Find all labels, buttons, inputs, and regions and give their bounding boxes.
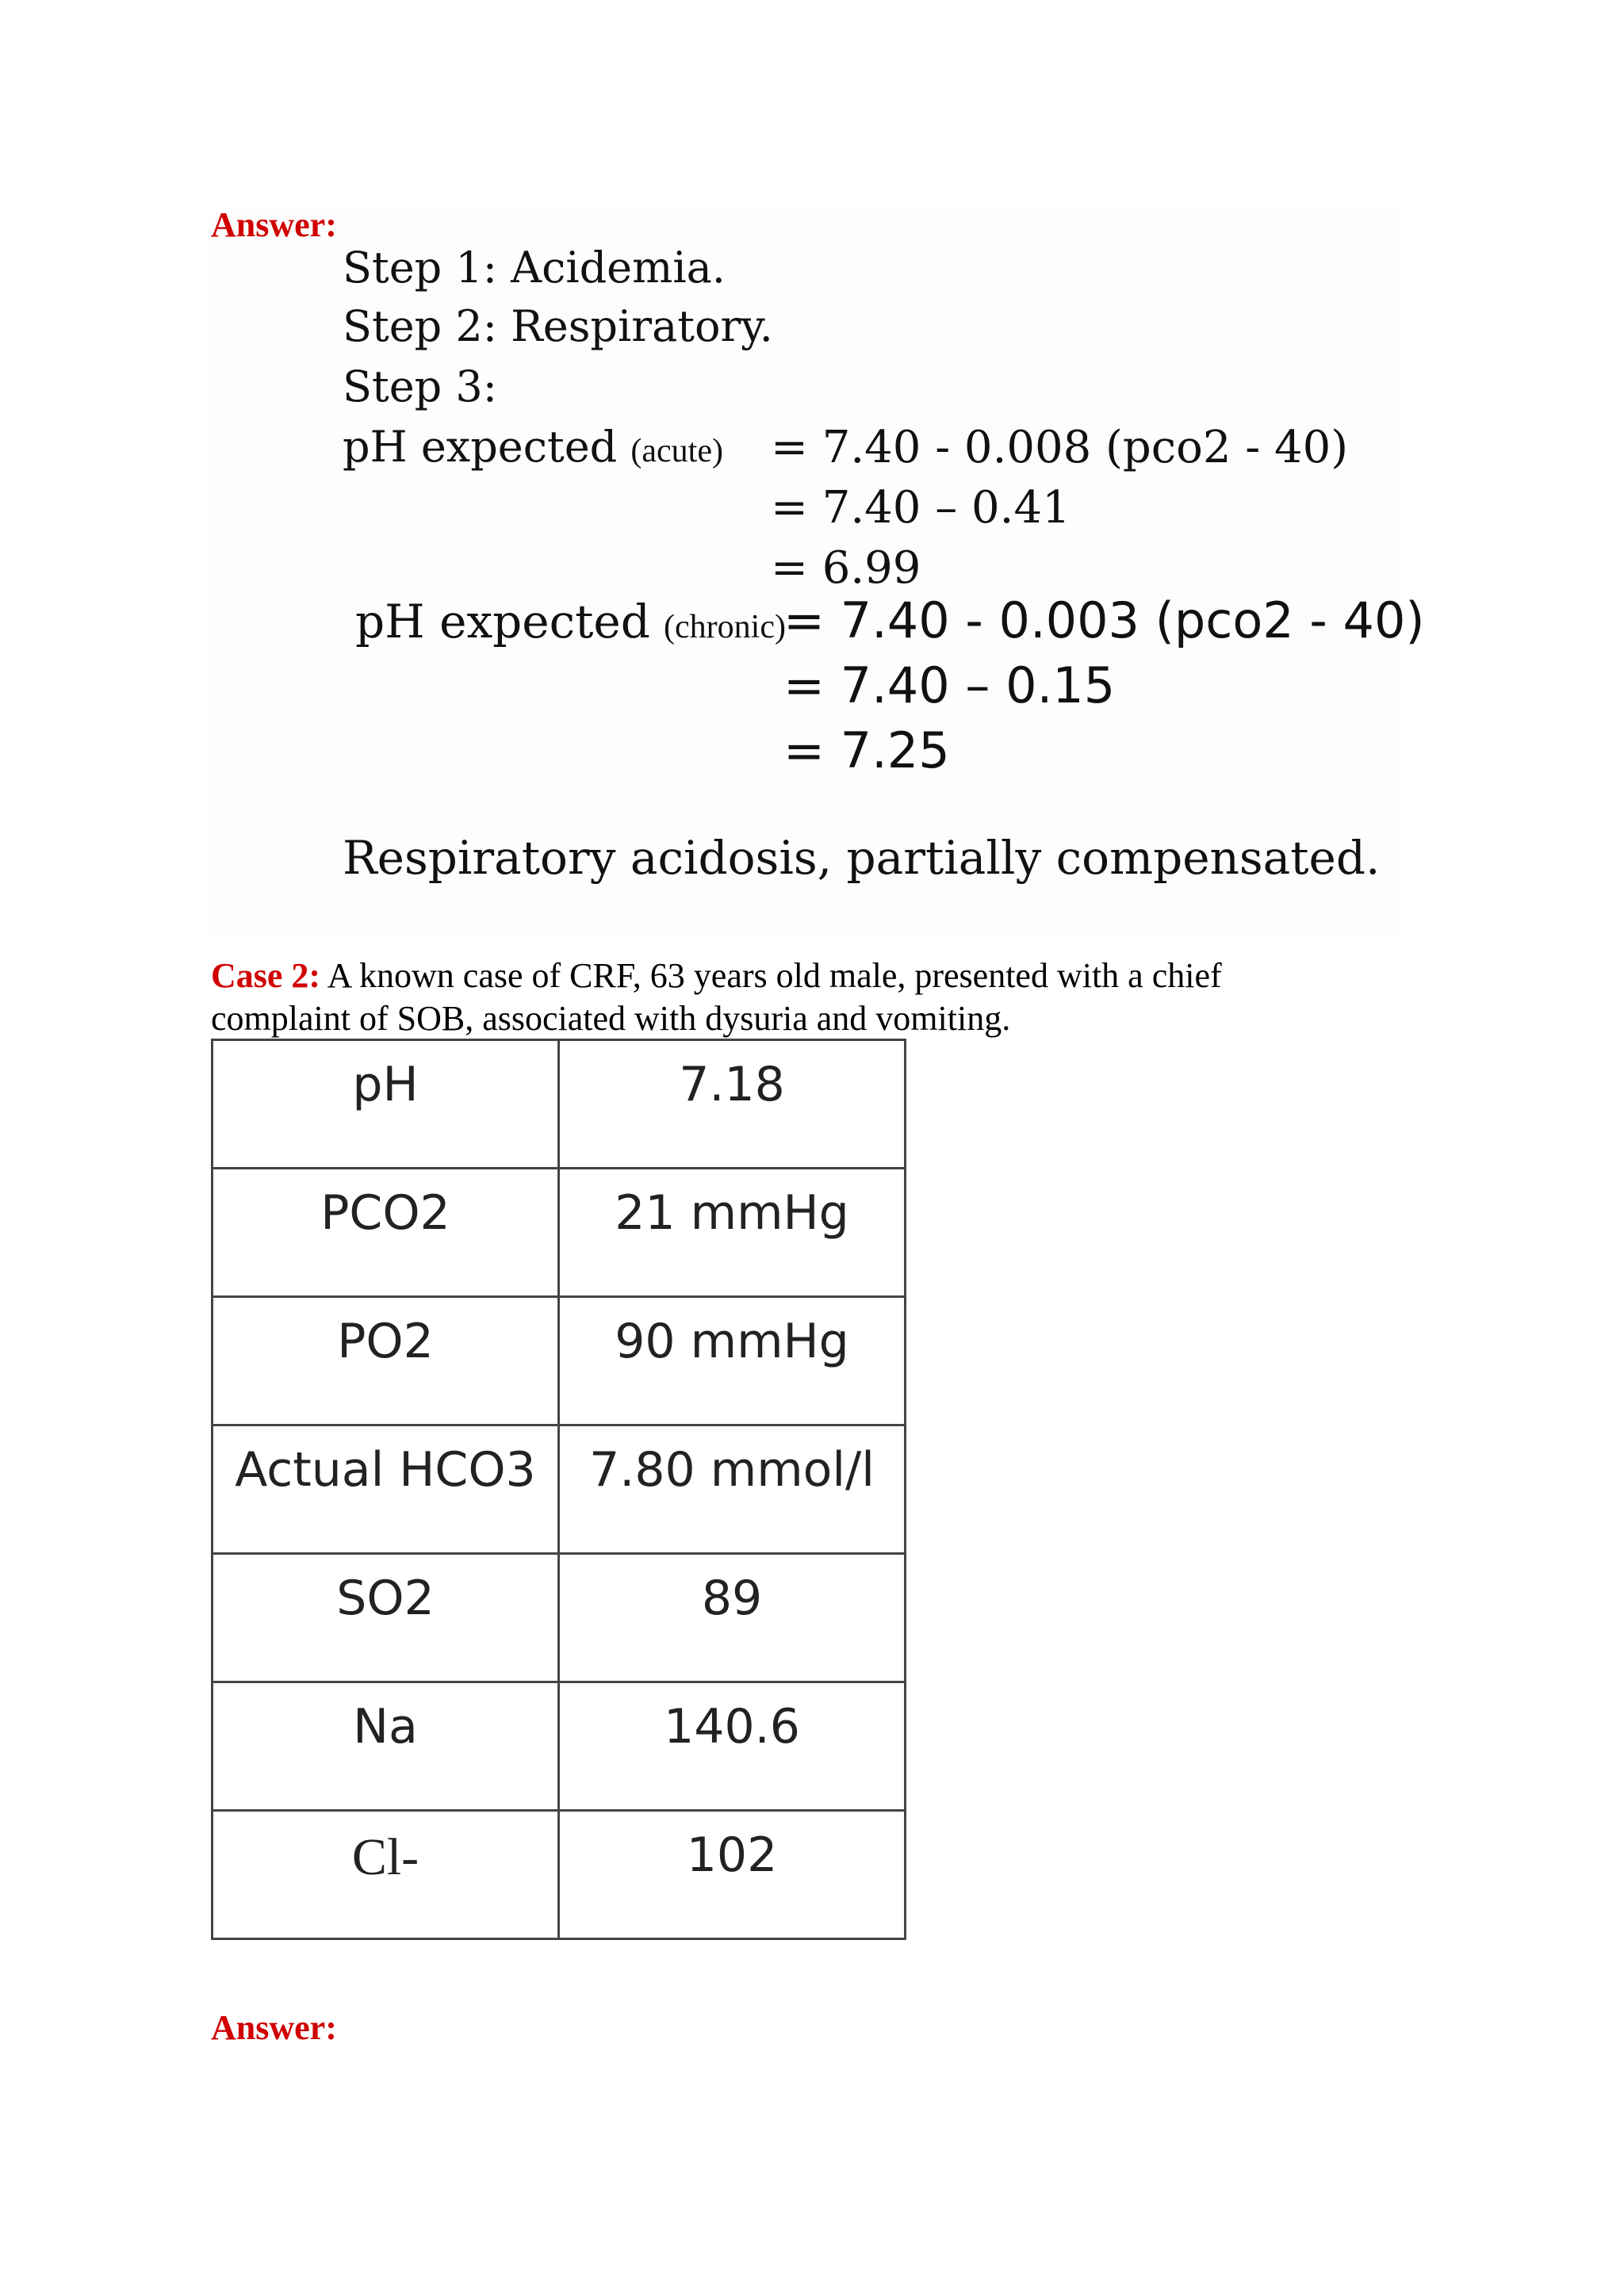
chronic-eq-2: = 7.40 – 0.15: [783, 656, 1116, 714]
value-cell: 7.80 mmol/l: [559, 1425, 906, 1554]
table-row: [213, 1682, 906, 1811]
chronic-eq-1: = 7.40 - 0.003 (pco2 - 40): [783, 591, 1425, 649]
case-2-description: [211, 955, 1369, 1040]
param-cell: Actual HCO3: [213, 1425, 559, 1554]
value-cell: 102: [559, 1811, 906, 1939]
answer-heading-2: Answer:: [211, 2008, 337, 2047]
conclusion: Respiratory acidosis, partially compensated.: [343, 831, 1381, 885]
chronic-eq-3: = 7.25: [783, 721, 950, 779]
acute-eq-1: = 7.40 - 0.008 (pco2 - 40): [771, 422, 1349, 473]
step-3: Step 3:: [343, 362, 497, 411]
chronic-label-text: pH expected: [355, 595, 650, 649]
table-row: [213, 1169, 906, 1297]
acute-eq-3: = 6.99: [771, 542, 921, 594]
param-cell: SO2: [213, 1554, 559, 1682]
case-2-text: A known case of CRF, 63 years old male, presented with a chief complaint of SOB, associated with dysuria and vomiting.: [211, 956, 1222, 1038]
answer-heading: Answer:: [211, 205, 337, 244]
table-row: [213, 1297, 906, 1425]
value-cell: 89: [559, 1554, 906, 1682]
case-2-label: Case 2:: [211, 956, 321, 995]
acute-label-text: pH expected: [343, 422, 618, 472]
table-row: [213, 1425, 906, 1554]
table-row: [213, 1040, 906, 1169]
param-cell: pH: [213, 1040, 559, 1169]
value-cell: 7.18: [559, 1040, 906, 1169]
param-cell: Na: [213, 1682, 559, 1811]
table-row: [213, 1554, 906, 1682]
value-cell: 140.6: [559, 1682, 906, 1811]
lab-results-table: [211, 1039, 906, 1940]
acute-eq-2: = 7.40 – 0.41: [771, 482, 1071, 534]
step-1: Step 1: Acidemia.: [343, 243, 726, 293]
param-cell: Cl-: [213, 1811, 559, 1939]
chronic-label: [355, 595, 786, 649]
acute-label: [343, 422, 723, 472]
value-cell: 90 mmHg: [559, 1297, 906, 1425]
value-cell: 21 mmHg: [559, 1169, 906, 1297]
acute-qualifier: (acute): [630, 433, 723, 469]
param-cell: PCO2: [213, 1169, 559, 1297]
param-cell: PO2: [213, 1297, 559, 1425]
chronic-qualifier: (chronic): [664, 609, 786, 645]
table-row: [213, 1811, 906, 1939]
step-2: Step 2: Respiratory.: [343, 301, 773, 351]
